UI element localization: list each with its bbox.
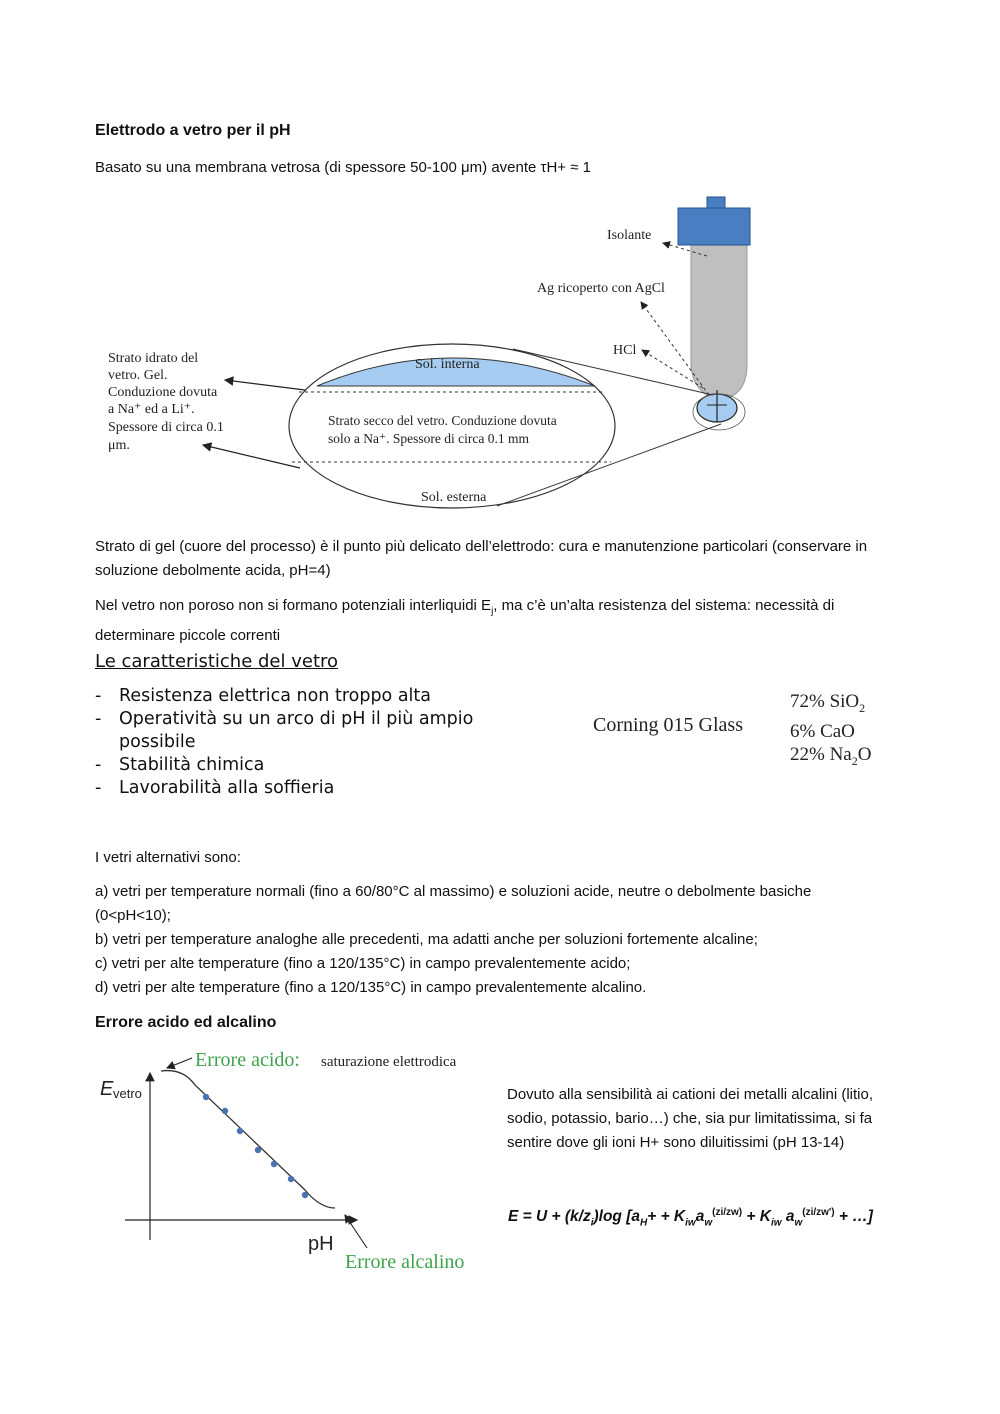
y-axis-label: E	[100, 1078, 114, 1100]
label-ag-agcl: Ag ricoperto con AgCl	[537, 281, 665, 296]
label-hydrated-1: Strato idrato del	[108, 351, 199, 366]
characteristics-list	[95, 685, 525, 800]
alternatives-intro: I vetri alternativi sono:	[95, 849, 241, 866]
data-point	[288, 1176, 294, 1182]
label-dry-layer-1: Strato secco del vetro. Conduzione dovuta	[328, 413, 557, 428]
glass-electrode-diagram	[95, 190, 795, 520]
x-axis-label: pH	[308, 1233, 334, 1255]
characteristics-heading: Le caratteristiche del vetro	[95, 651, 339, 672]
data-point	[237, 1128, 243, 1134]
nikolsky-equation: $E = U + (k/z_i)\log$ [$a_H+ + K_{iw}a_w^{(zi/zw)} + K_{iw}$ $a_w^{(zi/zw')}$ + …]	[508, 1207, 873, 1229]
electrode-body	[691, 242, 747, 400]
list-item: - Stabilità chimica	[95, 754, 525, 777]
list-item: - Operatività su un arco di pH il più ampio possibile	[95, 708, 525, 754]
label-external-solution: Sol. esterna	[421, 490, 487, 505]
data-point	[222, 1108, 228, 1114]
acid-error-label: Errore acido:	[195, 1049, 300, 1071]
label-hcl: HCl	[613, 343, 637, 358]
data-point	[302, 1192, 308, 1198]
label-internal-solution: Sol. interna	[415, 357, 480, 372]
electrode-insulator	[678, 208, 750, 245]
data-point	[203, 1094, 209, 1100]
section-title-error: Errore acido ed alcalino	[95, 1014, 277, 1031]
list-item: - Resistenza elettrica non troppo alta	[95, 685, 525, 708]
corning-composition: 72% SiO$_2$ 6% CaO 22% $Na_2O$	[790, 691, 872, 768]
label-dry-layer-2: solo a Na⁺. Spessore di circa 0.1 mm	[328, 431, 529, 446]
alternative-a: a) vetri per temperature normali (fino a 60/80°C al massimo) e soluzioni acide, neutre o debolmente basiche (0<pH<10);	[95, 883, 812, 924]
alkaline-sensitivity-paragraph: Dovuto alla sensibilità ai cationi dei metalli alcalini (litio, sodio, potassio, bario…) che, sia pur limitatissima, si fa sentire dove gli ioni H+ sono diluitissimi (pH 13-14)	[507, 1086, 874, 1151]
label-hydrated-5: Spessore di circa 0.1	[108, 420, 224, 435]
intro-paragraph: Basato su una membrana vetrosa (di spessore 50-100 μm) avente τH+ ≈ 1	[95, 159, 591, 176]
section-title-electrode: Elettrodo a vetro per il pH	[95, 122, 291, 139]
label-hydrated-3: Conduzione dovuta	[108, 385, 218, 400]
y-axis-label-subscript: vetro	[113, 1086, 142, 1101]
electrode-cap-top	[707, 197, 725, 209]
acid-alkaline-error-plot	[95, 1040, 495, 1280]
corning-glass-name: Corning 015 Glass	[593, 714, 743, 736]
alternative-c: c) vetri per alte temperature (fino a 120/135°C) in campo prevalentemente acido;	[95, 955, 631, 972]
alternatives-list	[95, 880, 885, 1000]
list-item: - Lavorabilità alla soffieria	[95, 777, 525, 800]
gel-layer-paragraph: Strato di gel (cuore del processo) è il punto più delicato dell’elettrodo: cura e manutenzione particolari (conservare in soluzione debolmente acida, pH=4)	[95, 538, 868, 579]
data-point	[255, 1147, 261, 1153]
alternative-b: b) vetri per temperature analoghe alle precedenti, ma adatti anche per soluzioni fortemente alcaline;	[95, 931, 758, 948]
label-insulator: Isolante	[607, 228, 652, 243]
acid-error-description: saturazione elettrodica	[321, 1054, 457, 1070]
alternative-d: d) vetri per alte temperature (fino a 120/135°C) in campo prevalentemente alcalino.	[95, 979, 647, 996]
label-hydrated-4: a Na⁺ ed a Li⁺.	[108, 402, 195, 417]
label-hydrated-6: μm.	[108, 438, 130, 453]
alkaline-error-label: Errore alcalino	[345, 1251, 465, 1273]
data-point	[271, 1161, 277, 1167]
error-curve	[161, 1071, 335, 1208]
label-hydrated-2: vetro. Gel.	[108, 368, 168, 383]
glass-resistance-paragraph: Nel vetro non poroso non si formano potenziali interliquidi $E_j$, ma c’è un’alta resistenza del sistema: necessità di determinare piccole correnti	[95, 597, 835, 644]
